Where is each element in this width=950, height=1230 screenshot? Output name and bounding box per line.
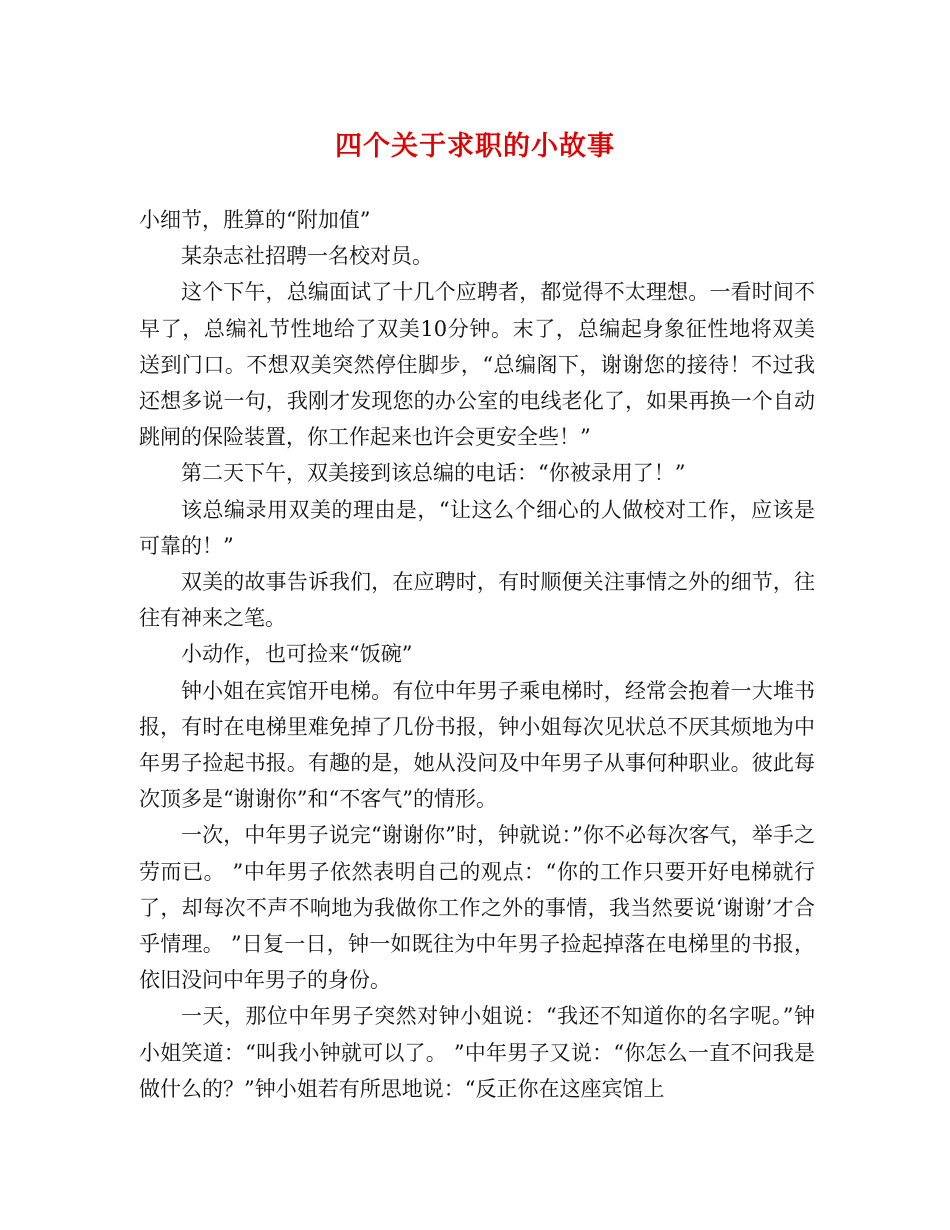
paragraph-subheading-2: 小动作，也可捡来“饭碗” xyxy=(181,642,413,667)
paragraph: 该总编录用双美的理由是，“让这么个细心的人做校对工作，应该是可靠的！” xyxy=(139,497,815,558)
paragraph-subheading-1: 小细节，胜算的“附加值” xyxy=(139,208,371,232)
paragraph: 第二天下午，双美接到该总编的电话：“你被录用了！” xyxy=(181,461,686,486)
paragraph: 某杂志社招聘一名校对员。 xyxy=(181,244,433,269)
document-body xyxy=(139,202,815,1107)
paragraph: 一天，那位中年男子突然对钟小姐说：“我还不知道你的名字呢。”钟小姐笑道：“叫我小钟就可以了。 ”中年男子又说：“你怎么一直不问我是做什么的？”钟小姐若有所思地说：“反正你在这座宾馆上 xyxy=(139,1004,815,1101)
paragraph: 一次，中年男子说完“谢谢你”时，钟就说：”你不必每次客气，举手之劳而已。 ”中年男子依然表明自己的观点：“你的工作只要开好电梯就行了，却每次不声不响地为我做你工作之外的事情，我当然要说‘谢谢’才合乎情理。 ”日复一日，钟一如既往为中年男子捡起掉落在电梯里的书报，依旧没问中年男子的身份。 xyxy=(139,823,815,993)
document-title: 四个关于求职的小故事 xyxy=(335,131,615,162)
paragraph: 钟小姐在宾馆开电梯。有位中年男子乘电梯时，经常会抱着一大堆书报，有时在电梯里难免掉了几份书报，钟小姐每次见状总不厌其烦地为中年男子捡起书报。有趣的是，她从没问及中年男子从事何种职业。彼此每次顶多是“谢谢你”和“不客气”的情形。 xyxy=(139,678,815,812)
paragraph: 双美的故事告诉我们，在应聘时，有时顺便关注事情之外的细节，往往有神来之笔。 xyxy=(139,570,815,631)
paragraph: 这个下午，总编面试了十几个应聘者，都觉得不太理想。一看时间不早了，总编礼节性地给了双美10分钟。末了，总编起身象征性地将双美送到门口。不想双美突然停住脚步，“总编阁下，谢谢您的接待！不过我还想多说一句，我刚才发现您的办公室的电线老化了，如果再换一个自动跳闸的保险装置，你工作起来也许会更安全些！” xyxy=(139,280,815,450)
